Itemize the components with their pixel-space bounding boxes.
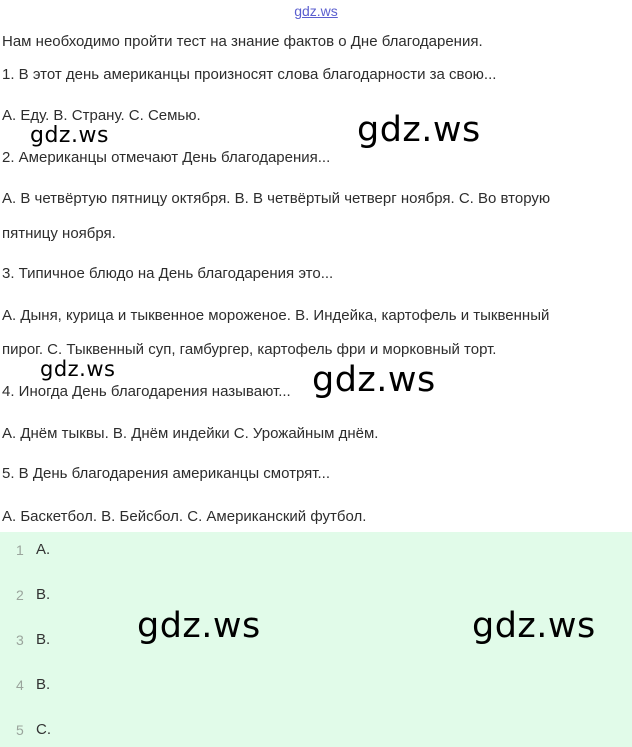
answer-value: B. [36,676,51,693]
answer-value: B. [36,586,51,603]
watermark: gdz.ws [30,123,109,148]
answer-number: 4 [16,677,24,693]
task-intro: Нам необходимо пройти тест на знание фактов о Дне благодарения. [2,33,483,50]
options-1: A. Еду. B. Страну. C. Семью. [2,107,201,124]
answer-value: B. [36,631,51,648]
question-3: 3. Типичное блюдо на День благодарения это... [2,265,334,282]
answer-value: A. [36,541,51,558]
answer-number: 5 [16,722,24,738]
watermark: gdz.ws [357,110,481,150]
question-2: 2. Американцы отмечают День благодарения... [2,149,331,166]
options-5: A. Баскетбол. B. Бейсбол. C. Американский футбол. [2,508,367,525]
question-5: 5. В День благодарения американцы смотрят... [2,465,330,482]
question-4: 4. Иногда День благодарения называют... [2,383,291,400]
answer-value: C. [36,721,51,738]
watermark: gdz.ws [137,606,261,646]
options-2-cont: пятницу ноября. [2,225,116,242]
site-header-link[interactable]: gdz.ws [294,3,338,19]
options-2: A. В четвёртую пятницу октября. B. В четвёртый четверг ноября. C. Во вторую [2,190,551,207]
answer-number: 3 [16,632,24,648]
answer-number: 2 [16,587,24,603]
options-4: A. Днём тыквы. B. Днём индейки С. Урожайным днём. [2,425,379,442]
options-3: A. Дыня, курица и тыквенное мороженое. B. Индейка, картофель и тыквенный [2,307,550,324]
options-3-cont: пирог. C. Тыквенный суп, гамбургер, картофель фри и морковный торт. [2,341,497,358]
watermark: gdz.ws [40,357,116,381]
watermark: gdz.ws [472,606,596,646]
question-1: 1. В этот день американцы произносят слова благодарности за свою... [2,66,497,83]
answer-number: 1 [16,542,24,558]
watermark: gdz.ws [312,360,436,400]
